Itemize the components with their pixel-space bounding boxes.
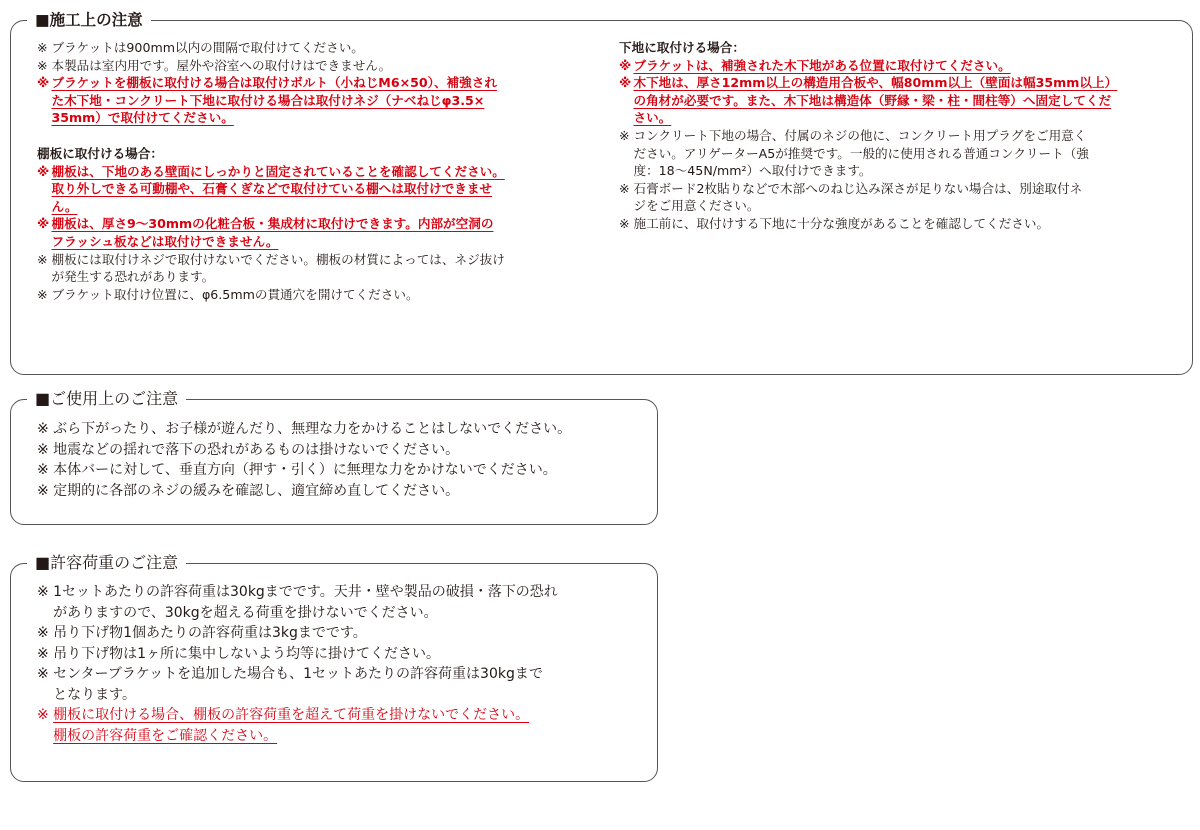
note-line: ※ 吊り下げ物は1ヶ所に集中しないよう均等に掛けてください。 bbox=[37, 644, 652, 665]
note-line: ※ 棚板に取付ける場合、棚板の許容荷重を超えて荷重を掛けないでください。 bbox=[37, 705, 652, 726]
note-line: ※ 棚板は、下地のある壁面にしっかりと固定されていることを確認してください。 bbox=[37, 163, 617, 181]
note-line: ※ ブラケット取付け位置に、φ6.5mmの貫通穴を開けてください。 bbox=[37, 286, 617, 304]
base-mount-heading: 下地に取付ける場合： bbox=[619, 40, 745, 55]
note-line: ※ 定期的に各部のネジの緩みを確認し、適宜締め直してください。 bbox=[37, 481, 652, 502]
construction-notes-box bbox=[10, 11, 1193, 375]
note-line: ※ 木下地は、厚さ12mm以上の構造用合板や、幅80mm以上（壁面は幅35mm以上） bbox=[619, 74, 1184, 92]
shelf-mount-notes-list bbox=[37, 163, 617, 304]
usage-notes-column bbox=[37, 419, 652, 501]
note-line: ※ 本体バーに対して、垂直方向（押す・引く）に無理な力をかけないでください。 bbox=[37, 460, 652, 481]
note-line: た木下地・コンクリート下地に取付ける場合は取付けネジ（ナベねじφ3.5× bbox=[51, 92, 485, 108]
note-line: 35mm）で取付けてください。 bbox=[51, 110, 234, 126]
note-line: がありますので、30kgを超える荷重を掛けないでください。 bbox=[53, 604, 438, 621]
note-line: ださい。アリゲーターA5が推奨です。一般的に使用される普通コンクリート（強 bbox=[633, 145, 1089, 161]
construction-notes-right-column bbox=[619, 39, 1184, 233]
usage-notes-title: ■ご使用上のご注意 bbox=[27, 387, 186, 411]
note-line: ※ ぶら下がったり、お子様が遊んだり、無理な力をかけることはしないでください。 bbox=[37, 419, 652, 440]
note-line: ※ 1セットあたりの許容荷重は30kgまでです。天井・壁や製品の破損・落下の恐れ bbox=[37, 582, 652, 603]
note-line: ※ 吊り下げ物1個あたりの許容荷重は3kgまでです。 bbox=[37, 623, 652, 644]
note-line: フラッシュ板などは取付けできません。 bbox=[51, 233, 279, 249]
note-line: が発生する恐れがあります。 bbox=[51, 269, 215, 285]
note-line: ※ 棚板は、厚さ9〜30mmの化粧合板・集成材に取付けできます。内部が空洞の bbox=[37, 215, 617, 233]
note-line: となります。 bbox=[53, 686, 136, 703]
construction-notes-left-column bbox=[37, 39, 617, 303]
note-line: ※ 本製品は室内用です。屋外や浴室への取付けはできません。 bbox=[37, 57, 617, 75]
note-line: ※ 棚板には取付けネジで取付けないでください。棚板の材質によっては、ネジ抜け bbox=[37, 251, 617, 269]
base-mount-notes-list bbox=[619, 57, 1184, 233]
note-line: ※ ブラケットを棚板に取付ける場合は取付けボルト（小ねじM6×50）、補強され bbox=[37, 74, 617, 92]
construction-notes-title: ■施工上の注意 bbox=[27, 8, 151, 32]
note-line: 取り外しできる可動棚や、石膏くぎなどで取付けている棚へは取付けできませ bbox=[51, 181, 493, 197]
note-line: ※ 施工前に、取付けする下地に十分な強度があることを確認してください。 bbox=[619, 215, 1184, 233]
note-line: ※ ブラケットは、補強された木下地がある位置に取付けてください。 bbox=[619, 57, 1184, 75]
note-line: ん。 bbox=[51, 198, 78, 214]
note-line: ※ 地震などの揺れで落下の恐れがあるものは掛けないでください。 bbox=[37, 440, 652, 461]
note-line: の角材が必要です。また、木下地は構造体（野縁・梁・柱・間柱等）へ固定してくだ bbox=[633, 92, 1112, 108]
load-notes-list bbox=[37, 582, 652, 746]
note-line: ジをご用意ください。 bbox=[633, 198, 760, 214]
note-line: ※ 石膏ボード2枚貼りなどで木部へのねじ込み深さが足りない場合は、別途取付ネ bbox=[619, 180, 1184, 198]
general-notes-list bbox=[37, 39, 617, 127]
note-line: ※ コンクリート下地の場合、付属のネジの他に、コンクリート用プラグをご用意く bbox=[619, 127, 1184, 145]
note-line: 棚板の許容荷重をご確認ください。 bbox=[53, 727, 278, 744]
note-line: ※ センターブラケットを追加した場合も、1セットあたりの許容荷重は30kgまで bbox=[37, 664, 652, 685]
load-notes-box bbox=[10, 553, 658, 782]
load-notes-column bbox=[37, 582, 652, 746]
load-notes-title: ■許容荷重のご注意 bbox=[27, 551, 186, 575]
note-line: さい。 bbox=[633, 110, 672, 126]
note-line: 度：18〜45N/mm²）へ取付けできます。 bbox=[633, 163, 872, 179]
note-line: ※ ブラケットは900mm以内の間隔で取付けてください。 bbox=[37, 39, 617, 57]
usage-notes-list bbox=[37, 419, 652, 501]
usage-notes-box bbox=[10, 389, 658, 525]
shelf-mount-heading: 棚板に取付ける場合： bbox=[37, 145, 163, 161]
